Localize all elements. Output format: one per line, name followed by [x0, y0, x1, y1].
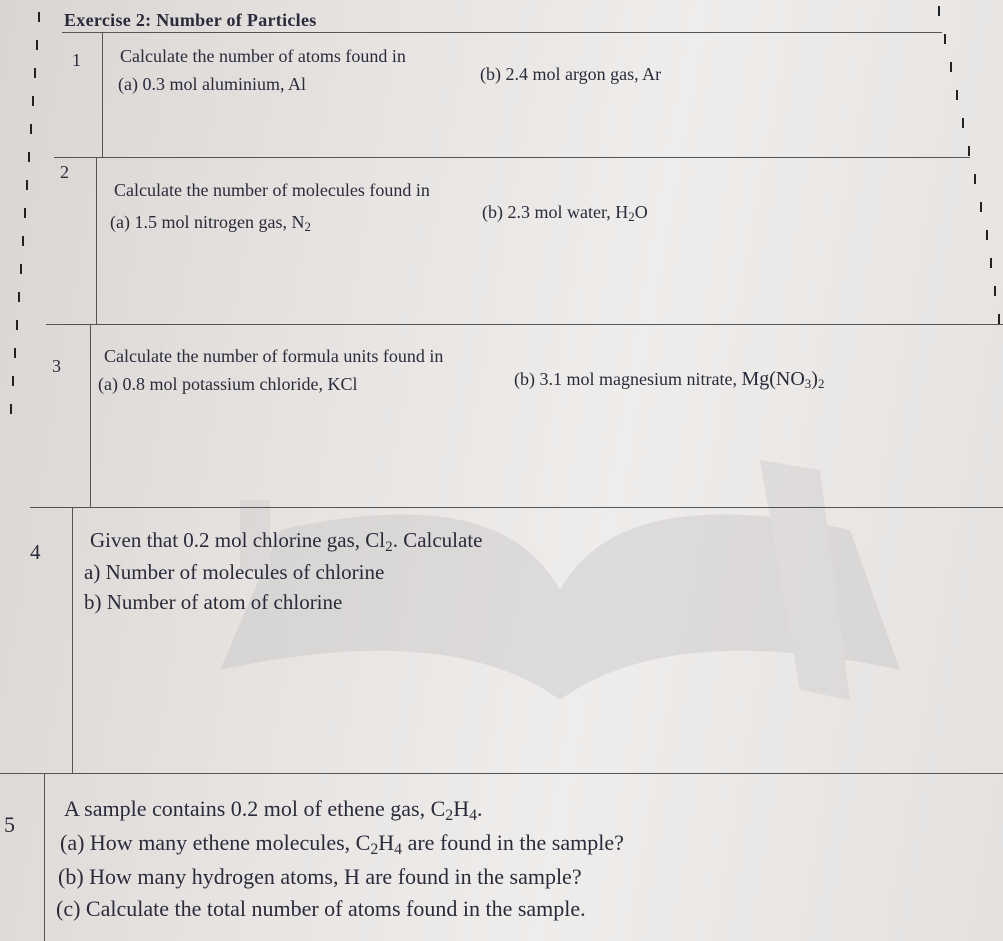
question-part-b: (b) 2.4 mol argon gas, Ar	[480, 64, 662, 84]
question-part-b: (b) 3.1 mol magnesium nitrate, $Mg(NO_3)_2$	[514, 368, 825, 392]
table-border-top	[62, 32, 942, 33]
question-number: 3	[52, 356, 61, 376]
question-prompt: Calculate the number of molecules found in	[114, 180, 430, 200]
question-number: 2	[60, 162, 69, 182]
row-divider	[30, 507, 1003, 508]
question-part-a: (a) 0.8 mol potassium chloride, KCl	[98, 374, 358, 394]
question-part-b: b) Number of atom of chlorine	[84, 590, 343, 614]
column-divider	[90, 324, 91, 507]
question-number: 4	[30, 540, 41, 564]
question-number: 5	[4, 812, 15, 837]
question-part-a: (a) 1.5 mol nitrogen gas, $N_2$	[110, 212, 311, 235]
column-divider	[102, 32, 103, 157]
question-part-c: (c) Calculate the total number of atoms found in the sample.	[56, 896, 586, 921]
question-part-b: (b) 2.3 mol water, $H_2O$	[482, 202, 648, 225]
question-prompt: Calculate the number of formula units found in	[104, 346, 444, 366]
column-divider	[96, 157, 97, 324]
column-divider	[44, 773, 45, 941]
question-part-b: (b) How many hydrogen atoms, H are found in the sample?	[58, 864, 582, 889]
question-prompt: Given that 0.2 mol chlorine gas, $Cl_2$. Calculate	[90, 528, 483, 555]
column-divider	[72, 507, 73, 773]
question-number: 1	[72, 50, 81, 70]
row-divider	[54, 157, 970, 158]
question-part-a: (a) 0.3 mol aluminium, Al	[118, 74, 306, 94]
question-part-a: (a) How many ethene molecules, $C_2H_4$ are found in the sample?	[60, 830, 624, 858]
question-prompt: Calculate the number of atoms found in	[120, 46, 406, 66]
row-divider	[46, 324, 1003, 325]
row-divider	[0, 773, 1003, 774]
page-title: Exercise 2: Number of Particles	[64, 10, 317, 30]
question-part-a: a) Number of molecules of chlorine	[84, 560, 385, 584]
question-prompt: A sample contains 0.2 mol of ethene gas, $C_2H_4$.	[64, 796, 483, 824]
